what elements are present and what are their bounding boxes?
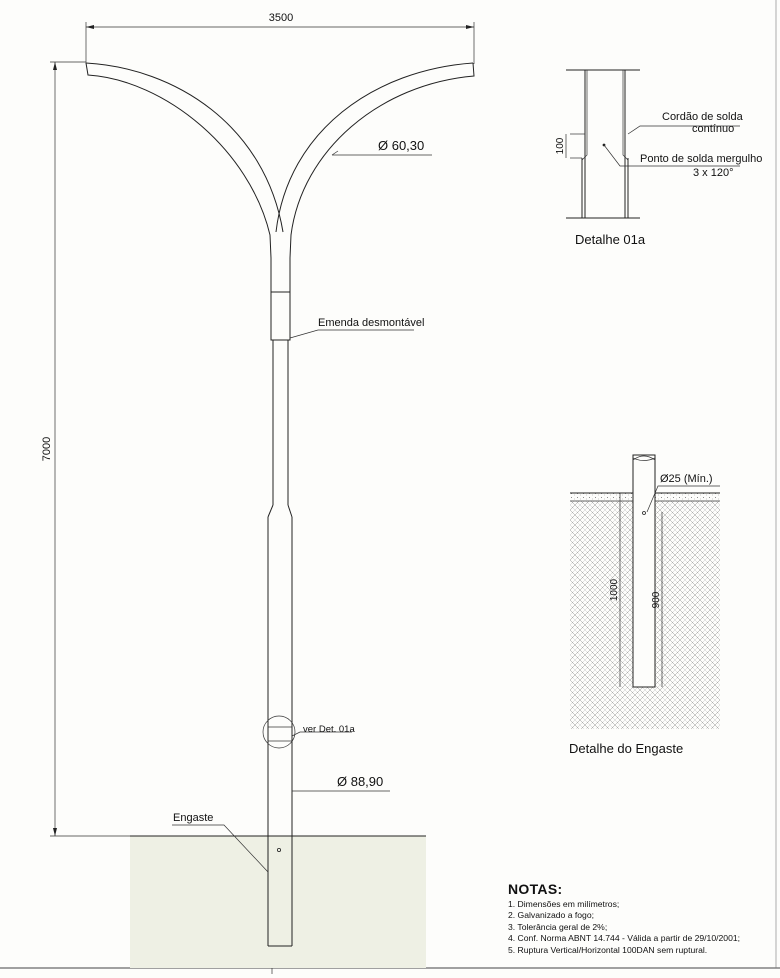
height-dimension: 7000 [41, 436, 53, 462]
engaste-dim-1000: 1000 [609, 578, 620, 602]
width-dimension: 3500 [268, 12, 294, 24]
detail-01a-title: Detalhe 01a [575, 232, 646, 247]
joint-leader [290, 330, 414, 338]
detail-ref-label: ver Det. 01a [303, 724, 355, 735]
weld-bead-label-line2: contínuo [692, 123, 735, 135]
weld-bead-label-line1: Cordão de solda [662, 111, 743, 123]
engaste-dim-900: 900 [651, 591, 662, 609]
note-item: 5. Ruptura Vertical/Horizontal 100DAN sem ruptural. [508, 944, 708, 955]
notes-title: NOTAS: [508, 881, 563, 897]
joint-label: Emenda desmontável [318, 317, 425, 329]
note-item: 2. Galvanizado a fogo; [508, 910, 594, 921]
base-diameter-label: Ø 88,90 [337, 774, 384, 789]
notes-block [508, 881, 776, 956]
left-arm-outer [86, 63, 271, 258]
plug-weld-label-line2: 3 x 120° [693, 167, 734, 179]
left-arm-inner [86, 63, 283, 232]
note-item: 1. Dimensões em milímetros; [508, 899, 620, 909]
detail-01a-drawing [566, 70, 640, 218]
detail-dim-100: 100 [555, 137, 566, 155]
right-arm-outer [290, 63, 474, 258]
upper-sleeve [271, 292, 290, 340]
main-pole [86, 63, 474, 946]
plug-weld-label-line1: Ponto de solda mergulho [640, 153, 763, 165]
embed-label: Engaste [173, 812, 214, 824]
right-arm-inner [276, 63, 473, 232]
ground-area [130, 836, 426, 968]
note-item: 4. Conf. Norma ABNT 14.744 - Válida a partir de 29/10/2001; [508, 933, 741, 944]
note-item: 3. Tolerância geral de 2%; [508, 921, 608, 932]
hole-label: Ø25 (Mín.) [660, 473, 713, 485]
detail-engaste-title: Detalhe do Engaste [569, 741, 684, 756]
detail-engaste-drawing [570, 455, 720, 729]
arm-diameter-label: Ø 60,30 [378, 138, 425, 153]
